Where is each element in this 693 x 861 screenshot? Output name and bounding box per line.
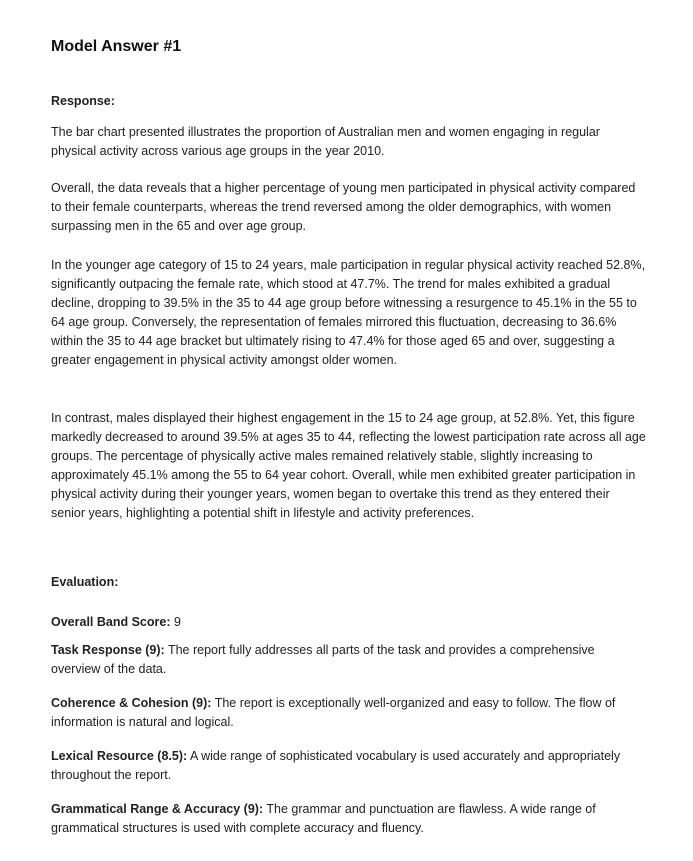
response-paragraph-body-1: In the younger age category of 15 to 24 years, male participation in regular physical activity reached 52.8%, significantly outpacing the female rate, which stood at 47.7%. The trend for males exhibited a gradual decline, dropping to 39.5% in the 35 to 44 age group before witnessing a resurgence to 45.1% in the 55 to 64 age group. Conversely, the representation of females mirrored this fluctuation, decreasing to 36.6% within the 35 to 44 age bracket but ultimately rising to 47.4% for those aged 65 and over, suggesting a greater engagement in physical activity amongst older women.: [51, 258, 646, 367]
response-paragraph-overview: Overall, the data reveals that a higher percentage of young men participated in physical activity compared to their female counterparts, whereas the trend reversed among the older demographics, with women surpassing men in the 65 and over age group.: [51, 181, 636, 233]
criterion-coherence-cohesion: [51, 694, 646, 732]
criterion-text: The report is exceptionally well-organized and easy to follow. The flow of information is natural and logical.: [51, 696, 616, 729]
criterion-label: Task Response (9):: [51, 643, 165, 657]
criterion-text: A wide range of sophisticated vocabulary is used accurately and appropriately throughout the report.: [51, 749, 621, 782]
criterion-text: The grammar and punctuation are flawless. A wide range of grammatical structures is used with complete accuracy and fluency.: [51, 802, 596, 835]
overall-band-score-value: 9: [173, 615, 181, 629]
overall-band-score-label: Overall Band Score:: [51, 615, 171, 629]
overall-band-score: [51, 615, 181, 629]
criterion-label: Grammatical Range & Accuracy (9):: [51, 802, 264, 816]
criterion-label: Coherence & Cohesion (9):: [51, 696, 212, 710]
response-paragraph-intro: The bar chart presented illustrates the proportion of Australian men and women engaging in regular physical activity across various age groups in the year 2010.: [51, 125, 600, 158]
criterion-label: Lexical Resource (8.5):: [51, 749, 188, 763]
evaluation-heading: Evaluation:: [51, 575, 119, 589]
criterion-lexical-resource: [51, 747, 646, 785]
response-paragraph-body-2: In contrast, males displayed their highest engagement in the 15 to 24 age group, at 52.8%. Yet, this figure markedly decreased to around 39.5% at ages 35 to 44, reflecting the lowest participation rate across all age groups. The percentage of physically active males remained relatively stable, slightly increasing to approximately 45.1% among the 55 to 64 year cohort. Overall, while men exhibited greater participation in physical activity during their younger years, women began to overtake this trend as they entered their senior years, highlighting a potential shift in lifestyle and activity preferences.: [51, 411, 646, 520]
response-heading: Response:: [51, 94, 115, 108]
criterion-text: The report fully addresses all parts of the task and provides a comprehensive overview of the data.: [51, 643, 595, 676]
criterion-task-response: [51, 641, 646, 679]
page-title: Model Answer #1: [51, 38, 182, 55]
criterion-grammatical-range: [51, 800, 646, 838]
